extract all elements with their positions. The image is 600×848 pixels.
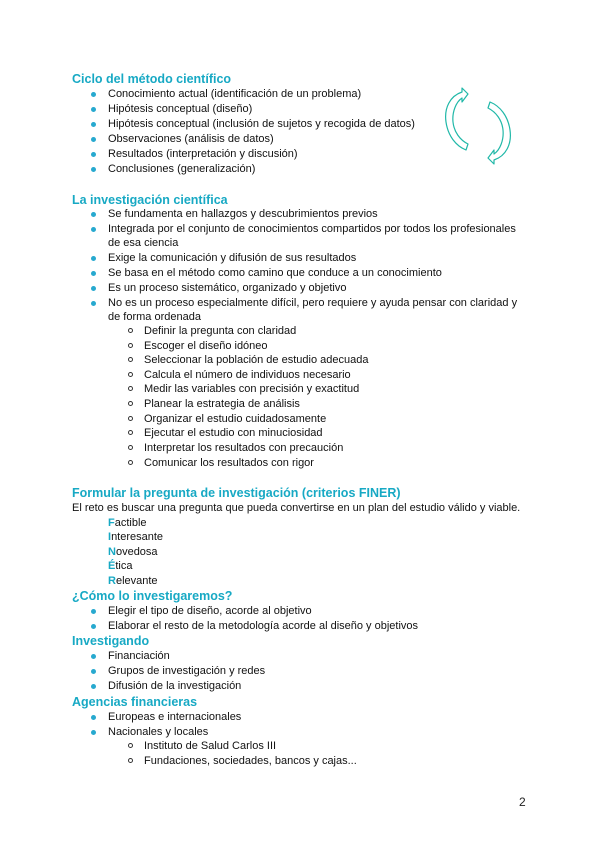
page-number: 2 — [519, 795, 526, 809]
agencias-subitem: Instituto de Salud Carlos III — [144, 740, 277, 752]
agencias-item: Europeas e internacionales — [108, 711, 242, 723]
heading-ciclo: Ciclo del método científico — [72, 72, 232, 86]
investigacion-subitem: Organizar el estudio cuidadosamente — [144, 413, 327, 425]
investigacion-item-continuation: de forma ordenada — [108, 311, 201, 323]
agencias-subitem: Fundaciones, sociedades, bancos y cajas... — [144, 755, 357, 767]
heading-investigando: Investigando — [72, 634, 150, 648]
investigacion-subitem: Calcula el número de individuos necesario — [144, 369, 351, 381]
ciclo-item: Hipótesis conceptual (inclusión de sujetos y recogida de datos) — [108, 118, 415, 130]
finer-word: ovedosa — [115, 546, 158, 558]
finer-letter: É — [108, 560, 116, 572]
investigacion-item-continuation: de esa ciencia — [108, 237, 179, 249]
ciclo-item: Hipótesis conceptual (diseño) — [108, 103, 253, 115]
investigacion-item: Se fundamenta en hallazgos y descubrimientos previos — [108, 208, 378, 220]
finer-word: actible — [114, 517, 147, 529]
investigacion-item: Se basa en el método como camino que conduce a un conocimiento — [108, 267, 442, 279]
investigando-item: Financiación — [108, 650, 170, 662]
finer-criterion — [108, 574, 158, 588]
investigacion-subitem: Ejecutar el estudio con minuciosidad — [144, 427, 323, 439]
ciclo-item: Conocimiento actual (identificación de un problema) — [108, 88, 362, 100]
investigando-item: Grupos de investigación y redes — [108, 665, 266, 677]
finer-criterion — [108, 530, 163, 544]
investigacion-subitem: Planear la estrategia de análisis — [144, 398, 300, 410]
heading-finer: Formular la pregunta de investigación (criterios FINER) — [72, 486, 401, 500]
investigacion-subitem: Interpretar los resultados con precaución — [144, 442, 344, 454]
ciclo-item: Resultados (interpretación y discusión) — [108, 148, 298, 160]
ciclo-item: Observaciones (análisis de datos) — [108, 133, 274, 145]
finer-criterion — [108, 516, 147, 530]
investigacion-subitem: Escoger el diseño idóneo — [144, 340, 268, 352]
investigacion-item: Exige la comunicación y difusión de sus resultados — [108, 252, 357, 264]
investigacion-subitem: Medir las variables con precisión y exactitud — [144, 383, 360, 395]
finer-letter: F — [108, 517, 115, 529]
heading-investigacion: La investigación científica — [72, 193, 228, 207]
investigacion-item: Integrada por el conjunto de conocimientos compartidos por todos los profesionales — [108, 223, 516, 235]
ciclo-item: Conclusiones (generalización) — [108, 163, 256, 175]
heading-agencias: Agencias financieras — [72, 695, 198, 709]
investigando-item: Difusión de la investigación — [108, 680, 242, 692]
investigacion-subitem: Seleccionar la población de estudio adecuada — [144, 354, 369, 366]
investigacion-subitem: Comunicar los resultados con rigor — [144, 457, 314, 469]
finer-intro: El reto es buscar una pregunta que pueda convertirse en un plan del estudio válido y viable. — [72, 502, 521, 514]
finer-criterion — [108, 559, 132, 573]
agencias-item: Nacionales y locales — [108, 726, 209, 738]
investigacion-item: No es un proceso especialmente difícil, pero requiere y ayuda pensar con claridad y — [108, 297, 518, 309]
heading-como: ¿Cómo lo investigaremos? — [72, 589, 233, 603]
finer-word: elevante — [115, 575, 158, 587]
finer-word: nteresante — [111, 531, 164, 543]
finer-letter: I — [108, 531, 112, 543]
como-item: Elegir el tipo de diseño, acorde al objetivo — [108, 605, 312, 617]
recycle-arrows-icon — [440, 86, 520, 166]
finer-criterion — [108, 545, 158, 559]
investigacion-subitem: Definir la pregunta con claridad — [144, 325, 297, 337]
finer-word: tica — [115, 560, 133, 572]
como-item: Elaborar el resto de la metodología acorde al diseño y objetivos — [108, 620, 419, 632]
investigacion-item: Es un proceso sistemático, organizado y objetivo — [108, 282, 347, 294]
finer-letter: R — [108, 575, 116, 587]
finer-letter: N — [108, 546, 116, 558]
